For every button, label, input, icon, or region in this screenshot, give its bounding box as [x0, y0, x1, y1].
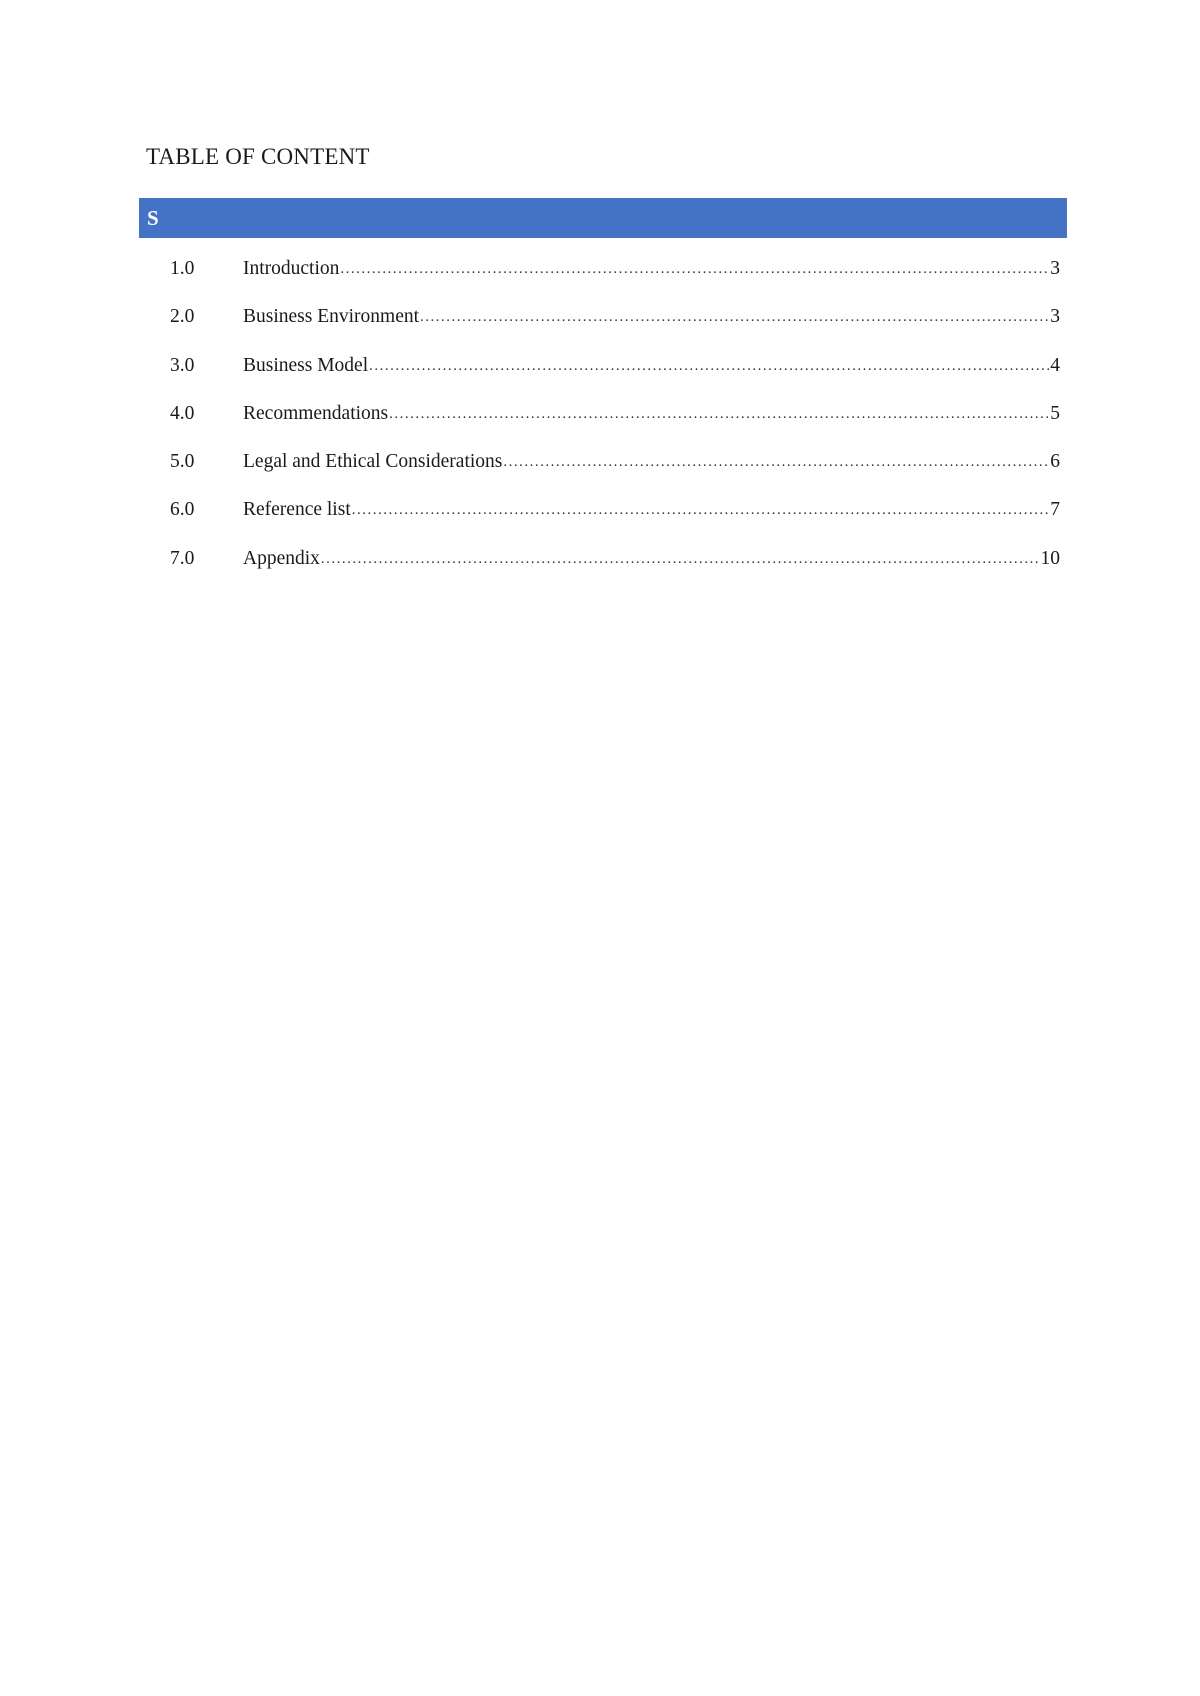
- toc-entry-page: 4: [1050, 354, 1060, 376]
- toc-entry-title: Business Model: [243, 354, 369, 376]
- toc-dot-leader: [369, 358, 1049, 375]
- toc-entry-title: Appendix: [243, 547, 320, 569]
- toc-entry-number: 6.0: [170, 499, 195, 521]
- toc-entry-appendix[interactable]: [170, 548, 1060, 596]
- toc-entry-business-model[interactable]: [170, 355, 1060, 403]
- toc-dot-leader: [340, 261, 1049, 278]
- toc-entry-number: 4.0: [170, 402, 195, 424]
- toc-heading-continuation: S: [147, 206, 159, 230]
- toc-entry-page: 10: [1040, 547, 1060, 569]
- toc-entry-reference-list[interactable]: [170, 499, 1060, 547]
- toc-entry-title: Reference list: [243, 499, 351, 521]
- toc-entry-page: 6: [1050, 451, 1060, 473]
- toc-entry-page: 3: [1050, 306, 1060, 328]
- toc-entry-page: 3: [1050, 258, 1060, 279]
- table-of-contents: [170, 258, 1060, 596]
- toc-heading-band: [139, 198, 1067, 238]
- toc-entry-recommendations[interactable]: [170, 403, 1060, 451]
- toc-dot-leader: [503, 454, 1049, 471]
- toc-entry-title: Introduction: [243, 258, 340, 279]
- toc-entry-page: 5: [1050, 402, 1060, 424]
- toc-entry-introduction[interactable]: [170, 258, 1060, 306]
- toc-entry-number: 5.0: [170, 451, 195, 473]
- toc-entry-legal-ethical[interactable]: [170, 451, 1060, 499]
- toc-entry-number: 3.0: [170, 354, 195, 376]
- toc-entry-number: 2.0: [170, 306, 195, 328]
- toc-entry-title: Recommendations: [243, 402, 389, 424]
- toc-dot-leader: [389, 406, 1049, 423]
- toc-entry-business-environment[interactable]: [170, 306, 1060, 354]
- toc-entry-title: Legal and Ethical Considerations: [243, 451, 503, 473]
- toc-entry-number: 1.0: [170, 258, 195, 279]
- toc-dot-leader: [420, 309, 1049, 326]
- toc-entry-title: Business Environment: [243, 306, 420, 328]
- toc-dot-leader: [321, 551, 1040, 568]
- toc-heading: TABLE OF CONTENT: [146, 144, 370, 169]
- toc-entry-page: 7: [1050, 499, 1060, 521]
- toc-dot-leader: [352, 502, 1050, 519]
- toc-entry-number: 7.0: [170, 547, 195, 569]
